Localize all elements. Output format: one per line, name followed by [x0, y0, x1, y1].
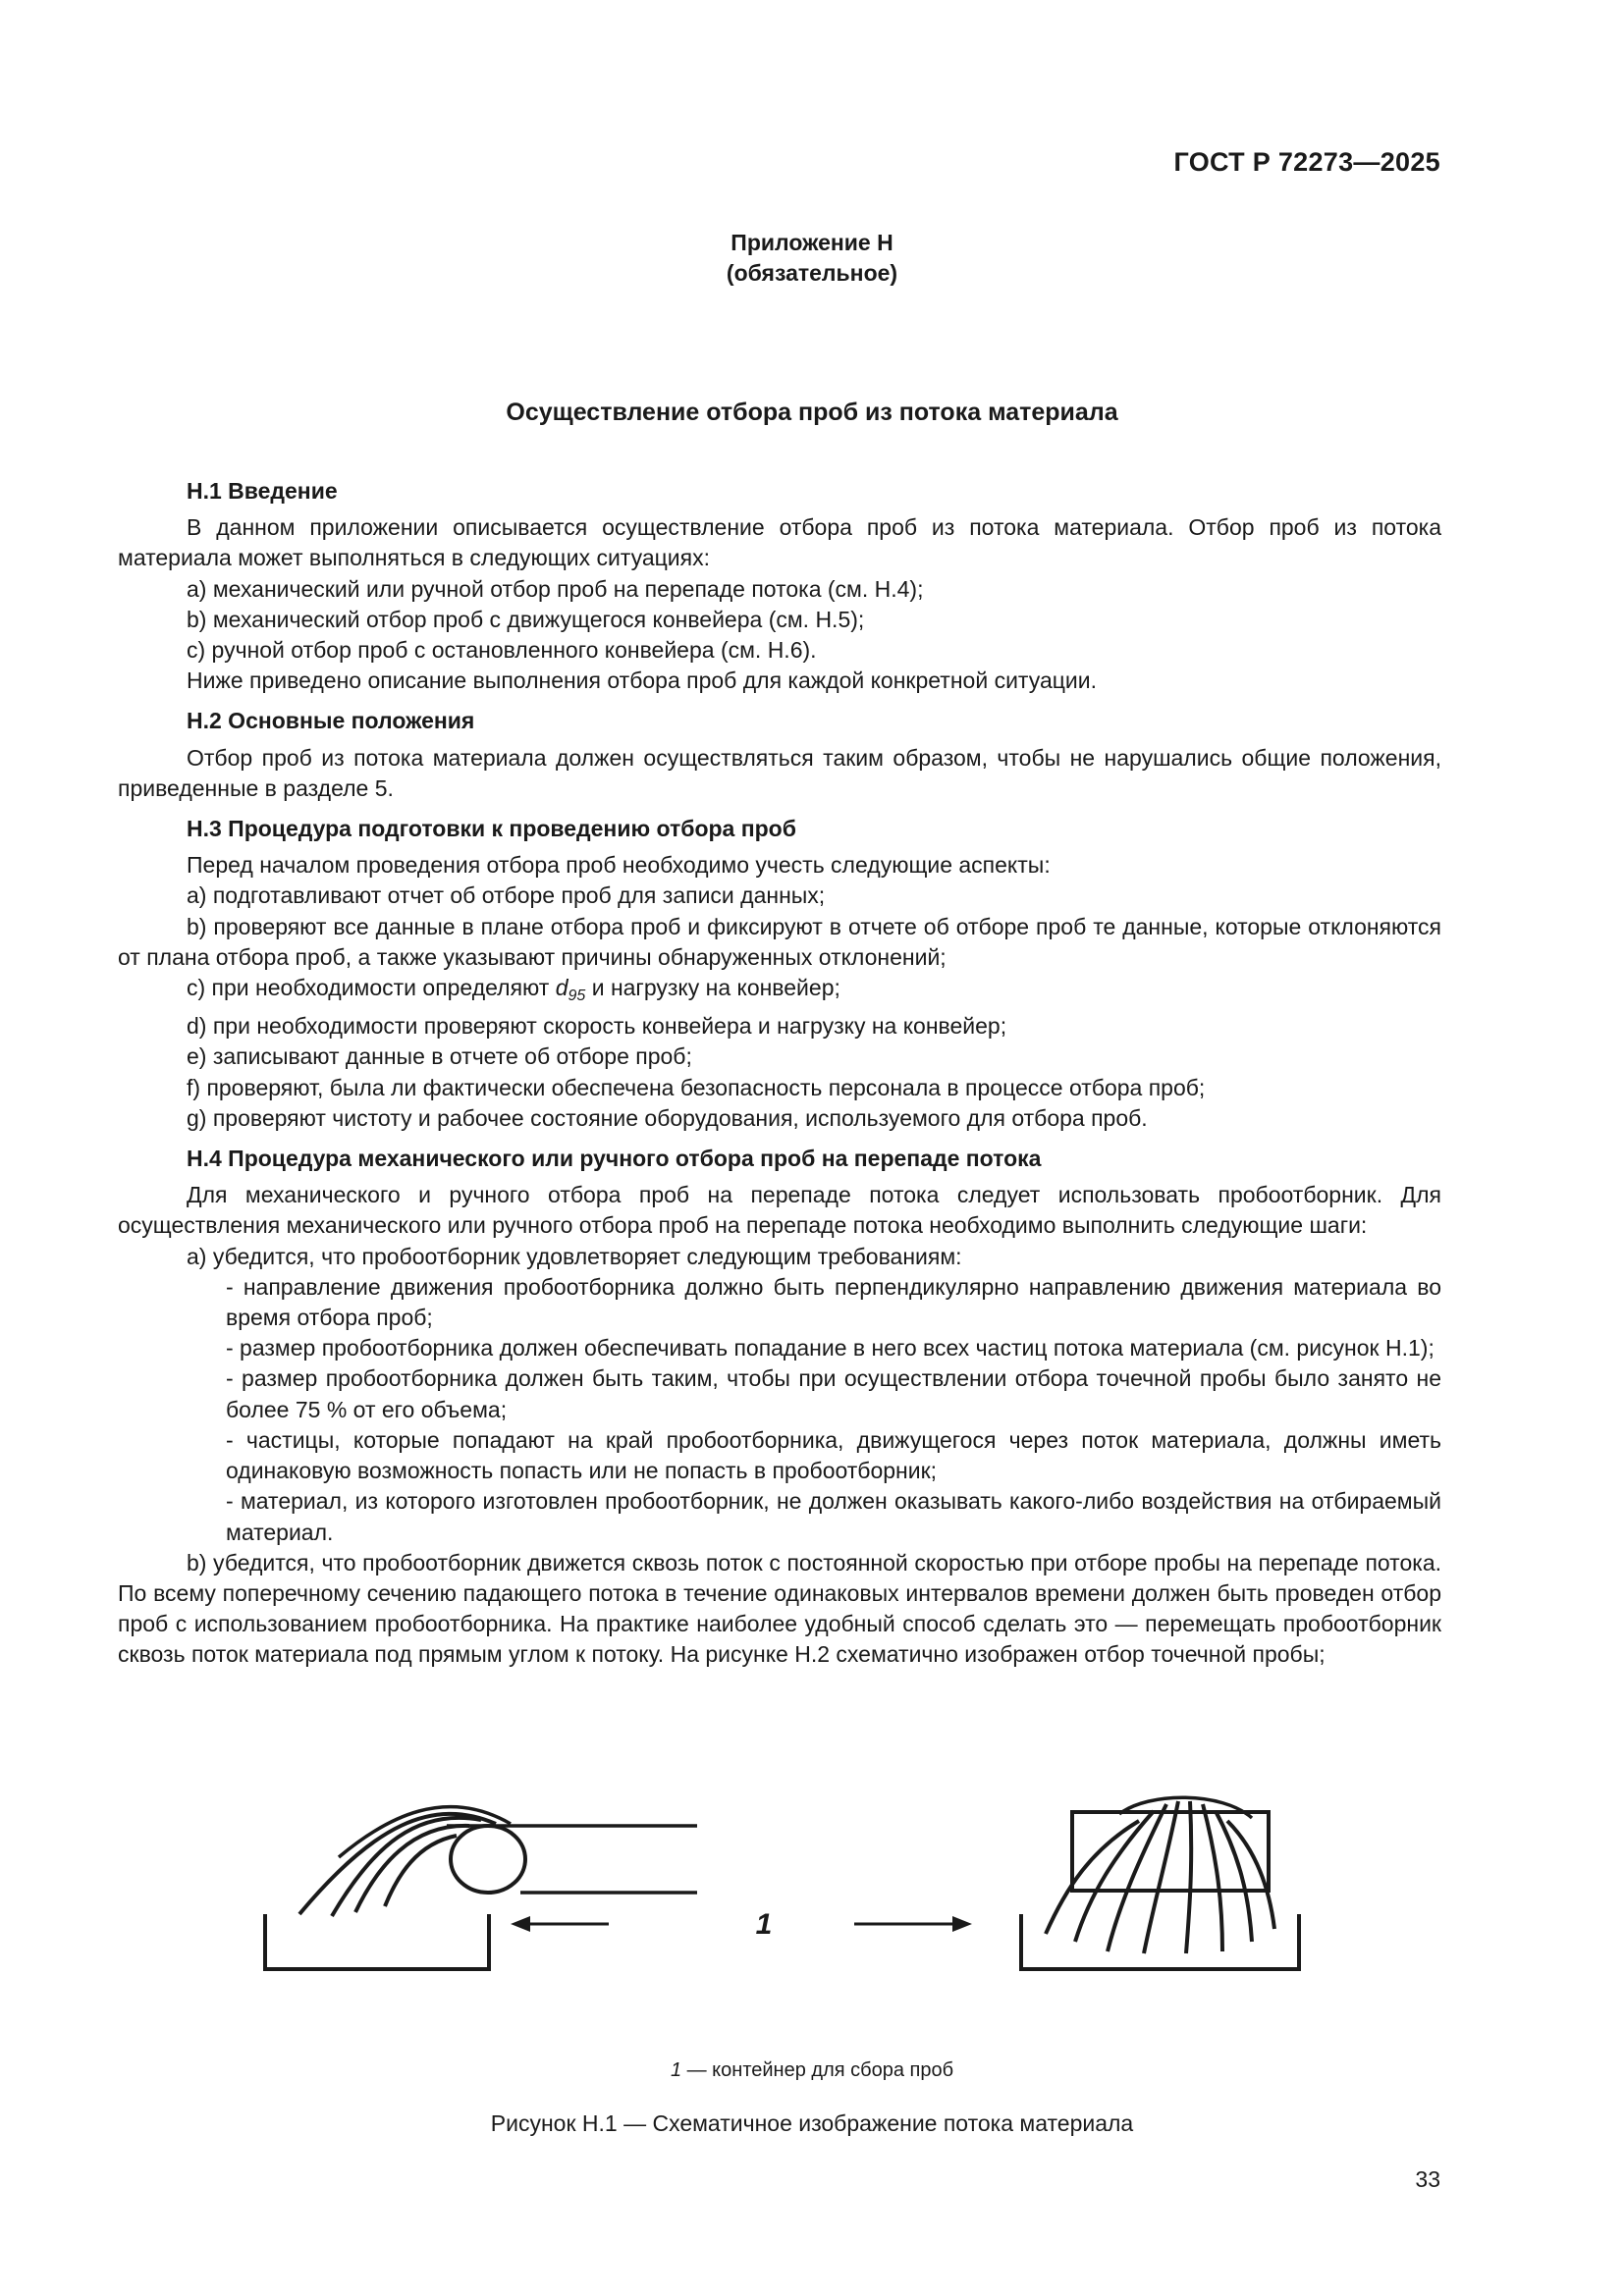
flow-line: [385, 1836, 457, 1906]
section-heading-h3: Н.3 Процедура подготовки к проведению отбора проб: [187, 816, 796, 842]
document-body: [118, 476, 1441, 1671]
list-item: f) проверяют, была ли фактически обеспечена безопасность персонала в процессе отбора проб;: [187, 1074, 1206, 1100]
list-item: b) проверяют все данные в плане отбора проб и фиксируют в отчете об отборе проб те данные, которые отклоняются от плана отбора проб, а также указывают причины обнаруженных отклонений;: [118, 913, 1441, 970]
flow-line: [1186, 1801, 1191, 1953]
sample-container-right: [1021, 1914, 1299, 1969]
figure-h1: [0, 1767, 1624, 1993]
flow-line: [1046, 1821, 1139, 1934]
appendix-status: (обязательное): [726, 260, 898, 286]
requirement-item: - размер пробоотборника должен быть таким, чтобы при осуществлении отбора точечной пробы было занято не более 75 % от его объема;: [226, 1365, 1441, 1422]
flow-line: [1108, 1804, 1166, 1951]
main-title: Осуществление отбора проб из потока материала: [506, 399, 1118, 426]
sample-container-left: [265, 1914, 489, 1969]
list-item: c) при необходимости определяют $d_{95}$ и нагрузку на конвейер;: [187, 975, 840, 1005]
flow-line: [1144, 1801, 1178, 1953]
requirement-item: - материал, из которого изготовлен пробоотборник, не должен оказывать какого-либо воздействия на отбираемый материал.: [226, 1488, 1441, 1545]
list-item: g) проверяют чистоту и рабочее состояние оборудования, используемого для отбора проб.: [187, 1104, 1148, 1131]
figure-callout: 1: [755, 1908, 773, 1941]
paragraph: Для механического и ручного отбора проб на перепаде потока следует использовать пробоотборник. Для осуществления механического или ручного отбора проб на перепаде потока необходимо выполнить следующие шаги:: [118, 1182, 1441, 1239]
list-item: b) убедится, что пробоотборник движется сквозь поток с постоянной скоростью при отборе пробы на перепаде потока. По всему поперечному сечению падающего потока в течение одинаковых интервалов времени должен быть проведен отбор проб с использованием пробоотборника. На практике наиболее удобный способ сделать это — перемещать пробоотборник сквозь поток материала под прямым углом к потоку. На рисунке Н.2 схематично изображен отбор точечной пробы;: [118, 1549, 1441, 1668]
list-item: e) записывают данные в отчете об отборе проб;: [187, 1043, 692, 1070]
list-item: a) убедится, что пробоотборник удовлетворяет следующим требованиям:: [187, 1243, 962, 1269]
section-heading-h1: Н.1 Введение: [187, 478, 338, 504]
list-item: a) механический или ручной отбор проб на перепаде потока (см. Н.4);: [187, 575, 924, 602]
list-item: b) механический отбор проб с движущегося конвейера (см. Н.5);: [187, 606, 865, 632]
list-item: d) при необходимости проверяют скорость конвейера и нагрузку на конвейер;: [187, 1013, 1007, 1040]
requirement-item: - частицы, которые попадают на край пробоотборника, движущегося через поток материала, должны иметь одинаковую возможность попасть или не попасть в пробоотборник;: [226, 1426, 1441, 1484]
figure-legend: 1 — контейнер для сбора проб: [670, 2059, 954, 2081]
arrow-right-head: [952, 1916, 972, 1932]
arrow-left-head: [511, 1916, 530, 1932]
list-item: c) ручной отбор проб с остановленного конвейера (см. Н.6).: [187, 637, 817, 664]
paragraph: В данном приложении описывается осуществление отбора проб из потока материала. Отбор проб из потока материала может выполняться в следующих ситуациях:: [118, 514, 1441, 571]
flow-arc: [1119, 1797, 1252, 1818]
paragraph: Перед началом проведения отбора проб необходимо учесть следующие аспекты:: [187, 852, 1051, 879]
requirement-item: - направление движения пробоотборника должно быть перпендикулярно направлению движения материала во время отбора проб;: [226, 1273, 1441, 1331]
figure-caption: Рисунок Н.1 — Схематичное изображение потока материала: [490, 2110, 1134, 2136]
paragraph: Ниже приведено описание выполнения отбора проб для каждой конкретной ситуации.: [187, 667, 1098, 694]
requirement-item: - размер пробоотборника должен обеспечивать попадание в него всех частиц потока материала (см. рисунок Н.1);: [226, 1335, 1435, 1362]
variable-d95: $d_{95}$: [555, 975, 586, 1005]
conveyor-drum: [451, 1826, 525, 1893]
list-item: a) подготавливают отчет об отборе проб для записи данных;: [187, 882, 826, 909]
section-heading-h2: Н.2 Основные положения: [187, 708, 475, 734]
document-code: ГОСТ Р 72273—2025: [1173, 147, 1440, 177]
appendix-title: Приложение Н: [731, 230, 893, 255]
flow-line: [1203, 1804, 1222, 1951]
page-number: 33: [1415, 2166, 1440, 2192]
section-heading-h4: Н.4 Процедура механического или ручного отбора проб на перепаде потока: [187, 1146, 1042, 1172]
paragraph: Отбор проб из потока материала должен осуществляться таким образом, чтобы не нарушались общие положения, приведенные в разделе 5.: [118, 744, 1441, 801]
